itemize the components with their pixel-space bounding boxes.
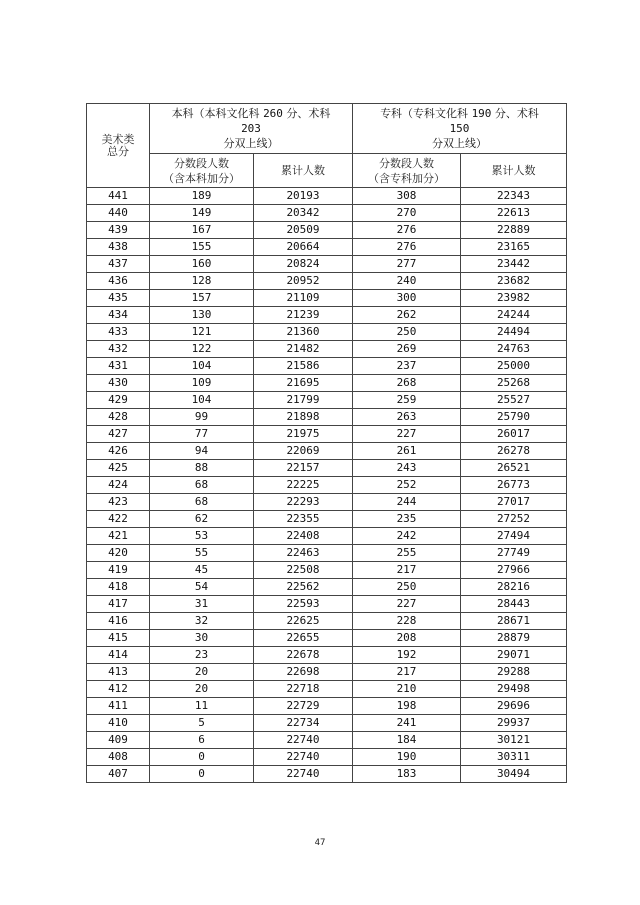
undergrad-cumulative-cell: 22593 xyxy=(254,596,353,613)
undergrad-segment-count-cell: 0 xyxy=(150,749,254,766)
table-row xyxy=(87,426,567,443)
junior-cumulative-cell: 28216 xyxy=(461,579,567,596)
undergrad-cumulative-cell: 22069 xyxy=(254,443,353,460)
undergrad-segment-count-cell: 31 xyxy=(150,596,254,613)
junior-segment-count-cell: 217 xyxy=(353,562,461,579)
junior-segment-count-cell: 198 xyxy=(353,698,461,715)
total-score-cell: 439 xyxy=(87,222,150,239)
junior-cumulative-cell: 29071 xyxy=(461,647,567,664)
undergrad-segment-count-cell: 99 xyxy=(150,409,254,426)
undergrad-segment-count-cell: 88 xyxy=(150,460,254,477)
table-row xyxy=(87,494,567,511)
undergrad-cumulative-cell: 21799 xyxy=(254,392,353,409)
junior-cumulative-cell: 23682 xyxy=(461,273,567,290)
junior-cumulative-cell: 30311 xyxy=(461,749,567,766)
table-row xyxy=(87,766,567,783)
junior-segment-count-cell: 252 xyxy=(353,477,461,494)
junior-cumulative-cell: 27494 xyxy=(461,528,567,545)
table-row xyxy=(87,256,567,273)
undergrad-cumulative-cell: 20509 xyxy=(254,222,353,239)
junior-cumulative-cell: 27749 xyxy=(461,545,567,562)
total-score-cell: 407 xyxy=(87,766,150,783)
undergrad-cumulative-cell: 22729 xyxy=(254,698,353,715)
junior-segment-count-cell: 190 xyxy=(353,749,461,766)
undergrad-cumulative-cell: 22408 xyxy=(254,528,353,545)
total-score-cell: 427 xyxy=(87,426,150,443)
junior-cumulative-label: 累计人数 xyxy=(491,164,536,177)
junior-cumulative-cell: 25000 xyxy=(461,358,567,375)
junior-cumulative-cell: 25268 xyxy=(461,375,567,392)
total-score-cell: 440 xyxy=(87,205,150,222)
junior-segment-count-cell: 235 xyxy=(353,511,461,528)
junior-segment-line1: 分数段人数 xyxy=(379,156,434,170)
junior-cumulative-cell: 30121 xyxy=(461,732,567,749)
undergrad-segment-count-cell: 189 xyxy=(150,188,254,205)
table-row xyxy=(87,239,567,256)
total-score-cell: 437 xyxy=(87,256,150,273)
junior-segment-count-cell: 270 xyxy=(353,205,461,222)
total-score-cell: 428 xyxy=(87,409,150,426)
total-score-cell: 419 xyxy=(87,562,150,579)
total-score-cell: 434 xyxy=(87,307,150,324)
undergrad-cumulative-cell: 22157 xyxy=(254,460,353,477)
junior-line1-mid: 分、术科 xyxy=(491,107,539,120)
junior-line1-prefix: 专科（专科文化科 xyxy=(380,107,472,120)
junior-art-score: 150 xyxy=(449,122,470,135)
junior-cumulative-cell: 26278 xyxy=(461,443,567,460)
undergrad-cumulative-cell: 22698 xyxy=(254,664,353,681)
header-total-score xyxy=(87,104,150,188)
junior-segment-count-cell: 259 xyxy=(353,392,461,409)
total-score-cell: 415 xyxy=(87,630,150,647)
header-undergrad-segment xyxy=(150,154,254,188)
table-row xyxy=(87,562,567,579)
undergrad-culture-score: 260 xyxy=(263,107,283,120)
table-row xyxy=(87,681,567,698)
junior-segment-count-cell: 240 xyxy=(353,273,461,290)
header-undergrad-cumulative xyxy=(254,154,353,188)
junior-segment-count-cell: 237 xyxy=(353,358,461,375)
junior-segment-count-cell: 243 xyxy=(353,460,461,477)
junior-segment-count-cell: 277 xyxy=(353,256,461,273)
undergrad-segment-count-cell: 68 xyxy=(150,494,254,511)
total-score-cell: 441 xyxy=(87,188,150,205)
undergrad-segment-count-cell: 149 xyxy=(150,205,254,222)
header-junior-segment xyxy=(353,154,461,188)
undergrad-cumulative-cell: 22508 xyxy=(254,562,353,579)
table-row xyxy=(87,273,567,290)
undergrad-cumulative-cell: 22355 xyxy=(254,511,353,528)
table-row xyxy=(87,664,567,681)
total-score-cell: 418 xyxy=(87,579,150,596)
junior-segment-line2: （含专科加分） xyxy=(368,171,445,185)
undergrad-segment-count-cell: 94 xyxy=(150,443,254,460)
undergrad-cumulative-cell: 22740 xyxy=(254,766,353,783)
table-row xyxy=(87,392,567,409)
undergrad-segment-count-cell: 121 xyxy=(150,324,254,341)
undergrad-cumulative-cell: 22740 xyxy=(254,732,353,749)
junior-segment-count-cell: 250 xyxy=(353,324,461,341)
undergrad-cumulative-cell: 21975 xyxy=(254,426,353,443)
undergrad-cumulative-cell: 22740 xyxy=(254,749,353,766)
header-junior-cumulative xyxy=(461,154,567,188)
junior-cumulative-cell: 28671 xyxy=(461,613,567,630)
undergrad-segment-count-cell: 130 xyxy=(150,307,254,324)
undergrad-segment-count-cell: 20 xyxy=(150,664,254,681)
table-row xyxy=(87,596,567,613)
undergrad-cumulative-cell: 20824 xyxy=(254,256,353,273)
total-score-cell: 413 xyxy=(87,664,150,681)
table-row xyxy=(87,579,567,596)
undergrad-cumulative-cell: 22225 xyxy=(254,477,353,494)
undergrad-segment-count-cell: 53 xyxy=(150,528,254,545)
undergrad-segment-count-cell: 11 xyxy=(150,698,254,715)
junior-segment-count-cell: 227 xyxy=(353,596,461,613)
junior-segment-count-cell: 183 xyxy=(353,766,461,783)
undergrad-cumulative-cell: 20193 xyxy=(254,188,353,205)
total-score-cell: 436 xyxy=(87,273,150,290)
junior-cumulative-cell: 28443 xyxy=(461,596,567,613)
junior-cumulative-cell: 24244 xyxy=(461,307,567,324)
junior-segment-count-cell: 255 xyxy=(353,545,461,562)
junior-segment-count-cell: 250 xyxy=(353,579,461,596)
total-score-cell: 429 xyxy=(87,392,150,409)
table-row xyxy=(87,698,567,715)
total-score-cell: 433 xyxy=(87,324,150,341)
undergrad-cumulative-cell: 21482 xyxy=(254,341,353,358)
undergrad-cumulative-cell: 22463 xyxy=(254,545,353,562)
header-undergrad-group xyxy=(150,104,353,154)
undergrad-segment-count-cell: 122 xyxy=(150,341,254,358)
total-score-cell: 438 xyxy=(87,239,150,256)
header-total-score-label: 美术类总分 xyxy=(101,132,135,158)
junior-cumulative-cell: 23165 xyxy=(461,239,567,256)
header-junior-group xyxy=(353,104,567,154)
undergrad-segment-count-cell: 109 xyxy=(150,375,254,392)
undergrad-cumulative-cell: 21586 xyxy=(254,358,353,375)
junior-segment-count-cell: 228 xyxy=(353,613,461,630)
junior-cumulative-cell: 29937 xyxy=(461,715,567,732)
undergrad-line3: 分双上线） xyxy=(223,137,279,150)
undergrad-segment-count-cell: 6 xyxy=(150,732,254,749)
undergrad-segment-count-cell: 5 xyxy=(150,715,254,732)
undergrad-segment-count-cell: 155 xyxy=(150,239,254,256)
junior-segment-count-cell: 300 xyxy=(353,290,461,307)
junior-cumulative-cell: 27017 xyxy=(461,494,567,511)
table-row xyxy=(87,545,567,562)
junior-segment-count-cell: 261 xyxy=(353,443,461,460)
junior-cumulative-cell: 28879 xyxy=(461,630,567,647)
junior-segment-count-cell: 269 xyxy=(353,341,461,358)
junior-segment-count-cell: 241 xyxy=(353,715,461,732)
junior-segment-count-cell: 308 xyxy=(353,188,461,205)
undergrad-segment-count-cell: 55 xyxy=(150,545,254,562)
undergrad-segment-count-cell: 23 xyxy=(150,647,254,664)
undergrad-segment-line1: 分数段人数 xyxy=(174,156,229,170)
junior-segment-count-cell: 208 xyxy=(353,630,461,647)
junior-cumulative-cell: 22889 xyxy=(461,222,567,239)
junior-cumulative-cell: 29498 xyxy=(461,681,567,698)
undergrad-cumulative-cell: 22562 xyxy=(254,579,353,596)
total-score-cell: 414 xyxy=(87,647,150,664)
table-row xyxy=(87,528,567,545)
undergrad-cumulative-cell: 20342 xyxy=(254,205,353,222)
table-row xyxy=(87,409,567,426)
table-row xyxy=(87,511,567,528)
junior-segment-count-cell: 192 xyxy=(353,647,461,664)
undergrad-segment-count-cell: 32 xyxy=(150,613,254,630)
table-row xyxy=(87,290,567,307)
undergrad-cumulative-cell: 21360 xyxy=(254,324,353,341)
table-row xyxy=(87,443,567,460)
undergrad-cumulative-cell: 22734 xyxy=(254,715,353,732)
score-distribution-table xyxy=(86,103,567,783)
table-row xyxy=(87,613,567,630)
table-row xyxy=(87,358,567,375)
junior-cumulative-cell: 25790 xyxy=(461,409,567,426)
total-score-cell: 424 xyxy=(87,477,150,494)
junior-segment-count-cell: 184 xyxy=(353,732,461,749)
junior-cumulative-cell: 27966 xyxy=(461,562,567,579)
junior-cumulative-cell: 29288 xyxy=(461,664,567,681)
undergrad-line1-mid: 分、术科 xyxy=(282,107,331,120)
undergrad-cumulative-cell: 22678 xyxy=(254,647,353,664)
table-row xyxy=(87,222,567,239)
undergrad-cumulative-cell: 20952 xyxy=(254,273,353,290)
table-row xyxy=(87,477,567,494)
undergrad-segment-count-cell: 128 xyxy=(150,273,254,290)
junior-segment-count-cell: 244 xyxy=(353,494,461,511)
junior-culture-score: 190 xyxy=(471,107,492,120)
junior-cumulative-cell: 23442 xyxy=(461,256,567,273)
junior-cumulative-cell: 30494 xyxy=(461,766,567,783)
table-row xyxy=(87,324,567,341)
undergrad-cumulative-label: 累计人数 xyxy=(281,164,325,177)
total-score-cell: 408 xyxy=(87,749,150,766)
table-row xyxy=(87,630,567,647)
total-score-cell: 431 xyxy=(87,358,150,375)
undergrad-segment-count-cell: 77 xyxy=(150,426,254,443)
table-row xyxy=(87,307,567,324)
table-row xyxy=(87,341,567,358)
junior-cumulative-cell: 27252 xyxy=(461,511,567,528)
undergrad-segment-count-cell: 20 xyxy=(150,681,254,698)
junior-segment-count-cell: 276 xyxy=(353,222,461,239)
total-score-cell: 420 xyxy=(87,545,150,562)
junior-segment-count-cell: 276 xyxy=(353,239,461,256)
junior-segment-count-cell: 210 xyxy=(353,681,461,698)
junior-cumulative-cell: 23982 xyxy=(461,290,567,307)
total-score-cell: 416 xyxy=(87,613,150,630)
table-row xyxy=(87,749,567,766)
table-row xyxy=(87,188,567,205)
total-score-cell: 410 xyxy=(87,715,150,732)
total-score-cell: 430 xyxy=(87,375,150,392)
total-score-cell: 409 xyxy=(87,732,150,749)
junior-segment-count-cell: 268 xyxy=(353,375,461,392)
undergrad-cumulative-cell: 20664 xyxy=(254,239,353,256)
page-number: 47 xyxy=(314,838,326,848)
undergrad-cumulative-cell: 21109 xyxy=(254,290,353,307)
junior-segment-count-cell: 227 xyxy=(353,426,461,443)
undergrad-segment-count-cell: 160 xyxy=(150,256,254,273)
junior-segment-count-cell: 242 xyxy=(353,528,461,545)
junior-segment-count-cell: 217 xyxy=(353,664,461,681)
undergrad-segment-count-cell: 54 xyxy=(150,579,254,596)
total-score-cell: 421 xyxy=(87,528,150,545)
table-body xyxy=(87,188,567,783)
undergrad-segment-count-cell: 62 xyxy=(150,511,254,528)
table-row xyxy=(87,732,567,749)
undergrad-line1-prefix: 本科（本科文化科 xyxy=(171,107,264,120)
undergrad-segment-line2: （含本科加分） xyxy=(163,171,240,185)
junior-segment-count-cell: 263 xyxy=(353,409,461,426)
undergrad-segment-count-cell: 157 xyxy=(150,290,254,307)
junior-cumulative-cell: 26017 xyxy=(461,426,567,443)
junior-cumulative-cell: 26773 xyxy=(461,477,567,494)
junior-cumulative-cell: 22613 xyxy=(461,205,567,222)
undergrad-cumulative-cell: 22655 xyxy=(254,630,353,647)
total-score-cell: 411 xyxy=(87,698,150,715)
junior-cumulative-cell: 24763 xyxy=(461,341,567,358)
table-row xyxy=(87,205,567,222)
total-score-cell: 426 xyxy=(87,443,150,460)
junior-cumulative-cell: 22343 xyxy=(461,188,567,205)
undergrad-cumulative-cell: 21239 xyxy=(254,307,353,324)
undergrad-cumulative-cell: 22625 xyxy=(254,613,353,630)
undergrad-segment-count-cell: 0 xyxy=(150,766,254,783)
total-score-cell: 423 xyxy=(87,494,150,511)
undergrad-segment-count-cell: 30 xyxy=(150,630,254,647)
junior-cumulative-cell: 24494 xyxy=(461,324,567,341)
undergrad-segment-count-cell: 104 xyxy=(150,392,254,409)
total-score-cell: 425 xyxy=(87,460,150,477)
undergrad-cumulative-cell: 21898 xyxy=(254,409,353,426)
total-score-cell: 432 xyxy=(87,341,150,358)
undergrad-cumulative-cell: 22718 xyxy=(254,681,353,698)
undergrad-cumulative-cell: 21695 xyxy=(254,375,353,392)
junior-cumulative-cell: 25527 xyxy=(461,392,567,409)
table-row xyxy=(87,460,567,477)
junior-line3: 分双上线） xyxy=(432,137,487,150)
undergrad-segment-count-cell: 104 xyxy=(150,358,254,375)
junior-cumulative-cell: 26521 xyxy=(461,460,567,477)
total-score-cell: 412 xyxy=(87,681,150,698)
undergrad-segment-count-cell: 167 xyxy=(150,222,254,239)
undergrad-art-score: 203 xyxy=(241,122,261,135)
total-score-cell: 422 xyxy=(87,511,150,528)
undergrad-segment-count-cell: 68 xyxy=(150,477,254,494)
junior-segment-count-cell: 262 xyxy=(353,307,461,324)
undergrad-cumulative-cell: 22293 xyxy=(254,494,353,511)
total-score-cell: 417 xyxy=(87,596,150,613)
undergrad-segment-count-cell: 45 xyxy=(150,562,254,579)
total-score-cell: 435 xyxy=(87,290,150,307)
table-row xyxy=(87,375,567,392)
table-row xyxy=(87,715,567,732)
junior-cumulative-cell: 29696 xyxy=(461,698,567,715)
table-row xyxy=(87,647,567,664)
